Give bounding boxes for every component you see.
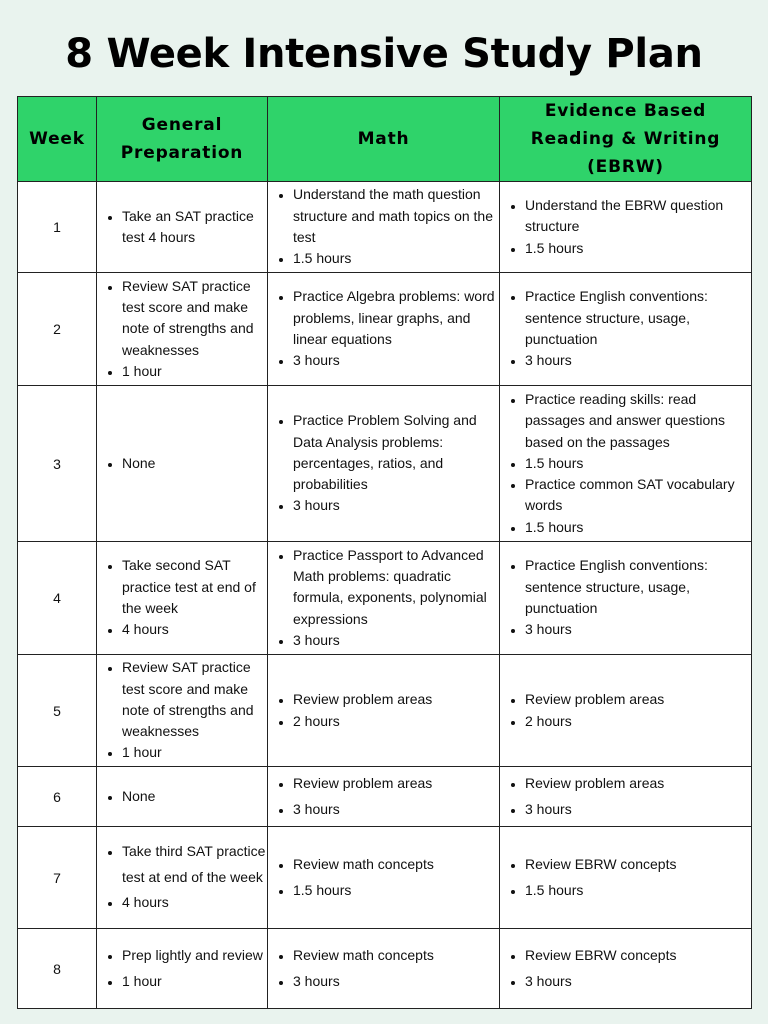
bullet-item: • 2 hours <box>525 711 751 732</box>
ebrw-cell <box>500 929 752 1009</box>
general-preparation-cell <box>97 386 268 542</box>
bullet-list <box>268 410 499 516</box>
bullet-item: • Review EBRW concepts <box>525 943 751 969</box>
header-math: Math <box>268 97 500 182</box>
bullet-item: • Practice reading skills: read passages and answer questions based on the passages <box>525 389 751 453</box>
general-preparation-cell <box>97 929 268 1009</box>
bullet-list <box>97 206 267 249</box>
ebrw-cell <box>500 655 752 767</box>
bullet-item: • Understand the math question structure and math topics on the test <box>293 184 499 248</box>
general-preparation-cell <box>97 827 268 929</box>
bullet-item: • 1.5 hours <box>525 878 751 904</box>
table-row <box>18 542 752 655</box>
ebrw-cell <box>500 542 752 655</box>
table-row <box>18 655 752 767</box>
bullet-item: • Practice common SAT vocabulary words <box>525 474 751 517</box>
bullet-item: • 3 hours <box>293 495 499 516</box>
bullet-item: • 3 hours <box>293 630 499 651</box>
bullet-list <box>500 195 751 259</box>
table-row <box>18 182 752 273</box>
table-row <box>18 929 752 1009</box>
bullet-list <box>500 689 751 732</box>
math-cell <box>268 929 500 1009</box>
bullet-item: • Prep lightly and review <box>122 943 267 969</box>
bullet-item: • 4 hours <box>122 890 267 916</box>
bullet-list <box>500 286 751 371</box>
bullet-list <box>268 943 499 994</box>
bullet-list <box>268 771 499 822</box>
bullet-item: • Review math concepts <box>293 852 499 878</box>
bullet-item: • None <box>122 784 267 810</box>
bullet-list <box>97 657 267 763</box>
bullet-item: • 3 hours <box>293 969 499 995</box>
bullet-item: • Take an SAT practice test 4 hours <box>122 206 267 249</box>
week-number-cell: 6 <box>18 767 97 827</box>
bullet-item: • 1 hour <box>122 361 267 382</box>
table-header-row <box>18 97 752 182</box>
math-cell <box>268 827 500 929</box>
bullet-item: • Review problem areas <box>525 689 751 710</box>
bullet-list <box>500 771 751 822</box>
bullet-item: • Review problem areas <box>293 689 499 710</box>
general-preparation-cell <box>97 767 268 827</box>
math-cell <box>268 386 500 542</box>
bullet-list <box>97 555 267 640</box>
bullet-item: • Review SAT practice test score and make note of strengths and weaknesses <box>122 276 267 361</box>
bullet-item: • 3 hours <box>525 350 751 371</box>
general-preparation-cell <box>97 655 268 767</box>
study-plan-table <box>17 96 752 1009</box>
bullet-item: • Review problem areas <box>525 771 751 797</box>
bullet-item: • 1.5 hours <box>525 517 751 538</box>
bullet-item: • Practice Problem Solving and Data Analysis problems: percentages, ratios, and probabilities <box>293 410 499 495</box>
ebrw-cell <box>500 182 752 273</box>
bullet-item: • 3 hours <box>525 797 751 823</box>
bullet-list <box>268 545 499 651</box>
week-number-cell: 5 <box>18 655 97 767</box>
bullet-item: • 3 hours <box>525 969 751 995</box>
general-preparation-cell <box>97 542 268 655</box>
bullet-item: • 3 hours <box>293 350 499 371</box>
table-row <box>18 273 752 386</box>
ebrw-cell <box>500 767 752 827</box>
week-number-cell: 1 <box>18 182 97 273</box>
bullet-item: • Practice English conventions: sentence structure, usage, punctuation <box>525 286 751 350</box>
week-number-cell: 7 <box>18 827 97 929</box>
bullet-item: • 1.5 hours <box>293 248 499 269</box>
bullet-list <box>500 943 751 994</box>
bullet-item: • Practice Passport to Advanced Math problems: quadratic formula, exponents, polynomial expressions <box>293 545 499 630</box>
bullet-list <box>268 286 499 371</box>
header-general-preparation: General Preparation <box>97 97 268 182</box>
bullet-item: • Review EBRW concepts <box>525 852 751 878</box>
bullet-item: • None <box>122 453 267 474</box>
general-preparation-cell <box>97 182 268 273</box>
bullet-list <box>500 852 751 903</box>
math-cell <box>268 542 500 655</box>
bullet-item: • Understand the EBRW question structure <box>525 195 751 238</box>
table-body <box>18 182 752 1009</box>
bullet-item: • 1 hour <box>122 742 267 763</box>
bullet-list <box>268 689 499 732</box>
bullet-item: • Practice English conventions: sentence structure, usage, punctuation <box>525 555 751 619</box>
week-number-cell: 4 <box>18 542 97 655</box>
math-cell <box>268 655 500 767</box>
header-ebrw: Evidence Based Reading & Writing (EBRW) <box>500 97 752 182</box>
bullet-list <box>97 453 267 474</box>
table-row <box>18 386 752 542</box>
bullet-item: • Review math concepts <box>293 943 499 969</box>
bullet-list <box>268 852 499 903</box>
bullet-item: • 4 hours <box>122 619 267 640</box>
page-title: 8 Week Intensive Study Plan <box>65 31 703 77</box>
bullet-item: • Practice Algebra problems: word problems, linear graphs, and linear equations <box>293 286 499 350</box>
bullet-list <box>97 276 267 382</box>
ebrw-cell <box>500 827 752 929</box>
bullet-item: • Review SAT practice test score and make note of strengths and weaknesses <box>122 657 267 742</box>
bullet-item: • Take second SAT practice test at end of the week <box>122 555 267 619</box>
bullet-list <box>500 389 751 538</box>
math-cell <box>268 273 500 386</box>
bullet-item: • 2 hours <box>293 711 499 732</box>
week-number-cell: 3 <box>18 386 97 542</box>
ebrw-cell <box>500 273 752 386</box>
bullet-list <box>500 555 751 640</box>
week-number-cell: 2 <box>18 273 97 386</box>
general-preparation-cell <box>97 273 268 386</box>
bullet-list <box>268 184 499 269</box>
bullet-item: • 1.5 hours <box>525 453 751 474</box>
bullet-item: • 1.5 hours <box>293 878 499 904</box>
bullet-item: • Take third SAT practice test at end of the week <box>122 839 267 890</box>
bullet-item: • 3 hours <box>293 797 499 823</box>
table-row <box>18 827 752 929</box>
table-row <box>18 767 752 827</box>
bullet-item: • 1.5 hours <box>525 238 751 259</box>
bullet-list <box>97 943 267 994</box>
ebrw-cell <box>500 386 752 542</box>
math-cell <box>268 767 500 827</box>
bullet-list <box>97 784 267 810</box>
bullet-item: • Review problem areas <box>293 771 499 797</box>
bullet-item: • 1 hour <box>122 969 267 995</box>
math-cell <box>268 182 500 273</box>
week-number-cell: 8 <box>18 929 97 1009</box>
header-week: Week <box>18 97 97 182</box>
bullet-list <box>97 839 267 916</box>
bullet-item: • 3 hours <box>525 619 751 640</box>
